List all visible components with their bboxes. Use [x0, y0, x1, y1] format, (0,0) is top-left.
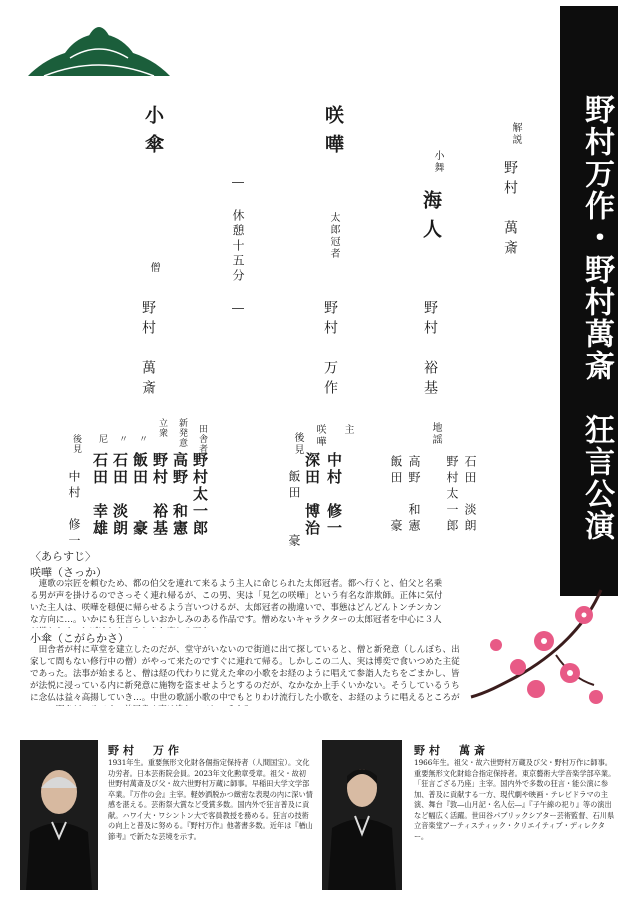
karakasa-cast-name: 中村 修一	[67, 470, 81, 550]
karakasa-cast-role: 田舎者	[197, 424, 207, 454]
kaisetsu-name: 野村 萬斎	[502, 160, 518, 260]
karakasa-cast-name: 石田 淡朗	[111, 452, 129, 537]
mansai-photo	[322, 740, 402, 890]
karakasa-synopsis-text: 田舎者が村に草堂を建立したのだが、堂守がいないので街道に出て探していると、僧と新発意（しんぼち、出家して間もない修行中の僧）がやって来たのですぐに連れて帰る。しかしこの二人、実は博奕で食いつめた主従であった。法事が始まると、僧は経の代わりに覚えた傘の小歌をお経のように唱えて参詣人たちをごまかし、皆が法悦に浸っている内に新発意に施物を盗ませようとするのだが、なかなか上手くいかない。そうしているうちに念仏は益々高揚していき…。中世の歌謡小歌の中でもとりわけ流行した小歌を、お経のように唱えるところが	[30, 645, 460, 703]
sakka-sakka-label: 咲嘩	[314, 424, 325, 448]
jiutai-member: 飯田 豪	[389, 455, 403, 535]
mansai-name: 野村 萬斎	[414, 744, 489, 757]
karakasa-cast-role: 〃	[137, 434, 147, 444]
karakasa-synopsis-title: 小傘（こがらかさ）	[30, 632, 129, 645]
karakasa-cast-name: 飯田 豪	[131, 452, 149, 537]
karakasa-cast-role: 後見	[71, 434, 81, 454]
kaisetsu-role: 解説	[510, 122, 521, 146]
jiutai-member: 石田 淡朗	[463, 455, 477, 535]
karakasa-cast-name: 石田 幸雄	[91, 452, 109, 537]
sakka-synopsis-title: 咲嘩（さっか）	[30, 566, 107, 579]
sakka-performer: 野村 万作	[322, 300, 338, 400]
ama-performer: 野村 裕基	[422, 300, 438, 400]
karakasa-cast-role: 〃	[117, 434, 127, 444]
pine-emblem	[24, 18, 174, 80]
sakka-main-name: 中村 修一	[325, 452, 343, 537]
sakka-sakka-name: 深田 博治	[303, 452, 321, 537]
sakka-title: 咲嘩	[322, 105, 344, 163]
karakasa-cast-role: 立衆	[157, 418, 167, 438]
sakka-koken-label: 後見	[292, 432, 303, 456]
karakasa-performer: 野村 萬斎	[140, 300, 156, 400]
ama-jiutai-label: 地謡	[430, 422, 441, 446]
synopsis-heading: 〈あらすじ〉	[30, 550, 96, 563]
karakasa-role: 僧	[148, 262, 159, 274]
sakka-main-label: 主	[342, 424, 353, 436]
karakasa-cast-name: 高野 和憲	[171, 452, 189, 537]
mansaku-photo	[20, 740, 98, 890]
karakasa-cast-role: 尼	[97, 434, 107, 444]
mansai-bio: 1966年生。祖父・故六世野村万蔵及び父・野村万作に師事。重要無形文化財総合指定保持者。東京藝術大学音楽学部卒業。「狂言ござる乃座」主宰。国内外で多数の狂言・能公演に参加、普及に貢献する一方、現代劇や映画・テレビドラマの主演、舞台『敦―山月記・名人伝―』『子午線の祀り』等の演出など幅広く活躍。世田谷パブリックシアター芸術監督、石川県立音楽堂アーティスティック・クリエイティブ・ディレクター。	[414, 758, 616, 841]
page-title: 野村万作・野村萬斎 狂言公演	[579, 94, 614, 542]
intermission: ― 休憩十五分 ―	[231, 175, 245, 318]
sakka-synopsis-text: 連歌の宗匠を頼むため、都の伯父を連れて来るよう主人に命じられた太郎冠者。都へ行くと、伯父と名乗る男が声を掛けるのでさっそく連れ帰るが、この男、実は「見乞の咲嘩」という有名な詐欺師。正体に気付いた主人は、咲嘩を穏便に帰らせるよう言いつけるが、太郎冠者の勘違いで、事態はどんどんトンチンカンな方向に…。いかにも狂言らしいおかしみのある作品です。憎めないキャラクターの太郎冠者を中心に３人	[30, 579, 443, 625]
mansaku-name: 野村 万作	[108, 744, 183, 757]
title-bar	[560, 6, 618, 596]
karakasa-cast-name: 野村太一郎	[191, 452, 209, 537]
sakka-koken-name: 飯田 豪	[287, 470, 301, 550]
jiutai-member: 高野 和憲	[407, 455, 421, 535]
mansaku-bio: 1931年生。重要無形文化財各個指定保持者（人間国宝）。文化功労者。日本芸術院会員。2023年文化勲章受章。祖父・故初世野村萬斎及び父・故六世野村万蔵に師事。早稲田大学文学部卒業。『万作の会』主宰。軽妙洒脱かつ緻密な表現の内に深い情感を湛える。芸術祭大賞など受賞多数。国内外で狂言普及に貢献。ハワイ大・ワシントン大で客員教授を務める。狂言の技術の向上と普及に努める。『野村万作』他著書多数。近年は『楢山節考』で新たな芸境を示す。	[108, 758, 313, 841]
karakasa-cast-role: 新発意	[177, 418, 187, 448]
ama-title: 海人	[420, 190, 442, 248]
karakasa-cast-name: 野村 裕基	[151, 452, 169, 537]
sakka-role: 太郎冠者	[328, 212, 339, 260]
jiutai-member: 野村太一郎	[445, 455, 459, 535]
plum-blossom-branch	[466, 585, 616, 715]
karakasa-title: 小傘	[142, 105, 164, 163]
ama-genre: 小舞	[432, 150, 443, 174]
